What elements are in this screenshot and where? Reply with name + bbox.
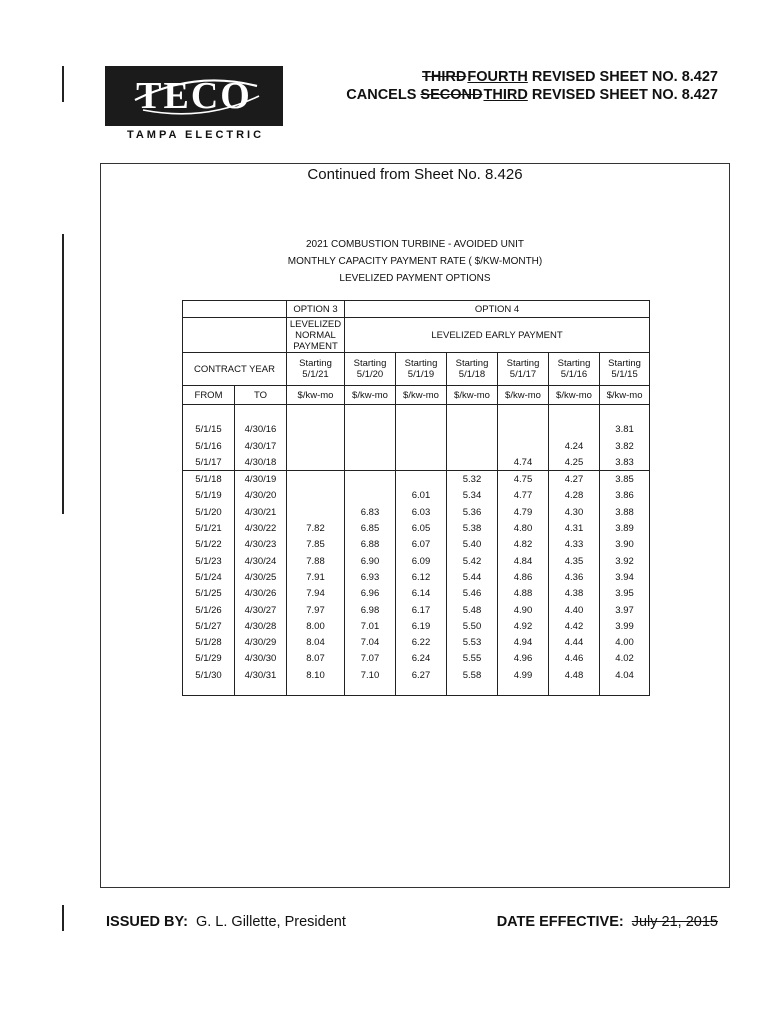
starting-row (183, 353, 650, 386)
rate-cell: 3.99 (600, 618, 650, 634)
rate-cell (447, 438, 498, 454)
from-cell: 5/1/27 (183, 618, 235, 634)
starting-header: Starting 5/1/17 (498, 353, 549, 386)
rate-cell (345, 488, 396, 504)
rate-cell (498, 422, 549, 438)
cancels-line (346, 86, 718, 104)
rate-cell: 3.85 (600, 471, 650, 488)
rate-cell: 4.86 (498, 569, 549, 585)
rate-cell: 6.01 (396, 488, 447, 504)
cancels-label: CANCELS (346, 87, 417, 103)
rate-cell: 5.40 (447, 537, 498, 553)
rate-cell (287, 504, 345, 520)
rate-cell: 6.83 (345, 504, 396, 520)
rate-cell (287, 471, 345, 488)
table-title-2: MONTHLY CAPACITY PAYMENT RATE ( $/KW-MONTH) (287, 256, 543, 267)
rate-cell: 4.25 (549, 454, 600, 471)
rate-cell: 4.82 (498, 537, 549, 553)
rate-cell: 4.90 (498, 602, 549, 618)
rate-cell: 5.36 (447, 504, 498, 520)
rate-cell: 8.00 (287, 618, 345, 634)
table-row (183, 651, 650, 667)
from-cell: 5/1/23 (183, 553, 235, 569)
table-row (183, 569, 650, 585)
option3-header: OPTION 3 (287, 301, 345, 318)
to-cell: 4/30/17 (235, 438, 287, 454)
rate-cell: 3.97 (600, 602, 650, 618)
from-cell: 5/1/26 (183, 602, 235, 618)
from-header: FROM (183, 386, 235, 405)
unit-header: $/kw-mo (396, 386, 447, 405)
table-row (183, 471, 650, 488)
table-row (183, 520, 650, 536)
rate-cell: 6.03 (396, 504, 447, 520)
starting-header: Starting 5/1/21 (287, 353, 345, 386)
sheet-header (346, 68, 718, 104)
rate-cell: 4.44 (549, 634, 600, 650)
rate-cell: 3.95 (600, 586, 650, 602)
from-cell: 5/1/28 (183, 634, 235, 650)
rate-cell: 7.07 (345, 651, 396, 667)
rate-cell (447, 422, 498, 438)
rate-cell: 4.46 (549, 651, 600, 667)
rate-cell: 4.02 (600, 651, 650, 667)
rate-cell: 6.90 (345, 553, 396, 569)
to-cell: 4/30/31 (235, 667, 287, 683)
rate-cell: 6.24 (396, 651, 447, 667)
rate-cell (345, 454, 396, 471)
rate-cell: 5.34 (447, 488, 498, 504)
issued-by-label: ISSUED BY: (106, 914, 188, 930)
rate-cell: 6.07 (396, 537, 447, 553)
rate-cell: 4.31 (549, 520, 600, 536)
rate-cell: 6.22 (396, 634, 447, 650)
table-row (183, 602, 650, 618)
rate-cell: 6.96 (345, 586, 396, 602)
to-cell: 4/30/26 (235, 586, 287, 602)
rate-cell: 4.38 (549, 586, 600, 602)
rate-cell: 3.86 (600, 488, 650, 504)
rate-cell: 5.42 (447, 553, 498, 569)
rate-cell: 4.40 (549, 602, 600, 618)
rate-cell (345, 471, 396, 488)
revision-bar-bottom (62, 905, 64, 931)
rate-cell: 4.94 (498, 634, 549, 650)
starting-header: Starting 5/1/19 (396, 353, 447, 386)
rate-cell: 3.89 (600, 520, 650, 536)
sheet-label: REVISED SHEET NO. 8.427 (531, 69, 718, 85)
rate-cell: 5.38 (447, 520, 498, 536)
revision-bar-middle (62, 234, 64, 514)
unit-row (183, 386, 650, 405)
table-row (183, 488, 650, 504)
levelized-normal-header: LEVELIZED NORMAL PAYMENT (287, 318, 345, 353)
rate-cell: 4.00 (600, 634, 650, 650)
table-row (183, 618, 650, 634)
from-cell: 5/1/19 (183, 488, 235, 504)
rate-cell: 7.88 (287, 553, 345, 569)
rate-cell (345, 422, 396, 438)
to-cell: 4/30/19 (235, 471, 287, 488)
table-row (183, 438, 650, 454)
rate-cell: 4.99 (498, 667, 549, 683)
starting-header: Starting 5/1/20 (345, 353, 396, 386)
rate-cell (396, 471, 447, 488)
struck-cancelled: SECOND (420, 87, 483, 103)
to-cell: 4/30/21 (235, 504, 287, 520)
from-cell: 5/1/16 (183, 438, 235, 454)
rate-cell (498, 438, 549, 454)
date-effective-label: DATE EFFECTIVE: (496, 914, 624, 930)
rate-cell: 4.27 (549, 471, 600, 488)
date-effective-value: July 21, 2015 (631, 914, 718, 930)
continued-note: Continued from Sheet No. 8.426 (307, 166, 523, 183)
rate-cell (396, 438, 447, 454)
rate-cell (396, 422, 447, 438)
rate-cell (287, 422, 345, 438)
rate-cell: 4.74 (498, 454, 549, 471)
rate-cell: 4.77 (498, 488, 549, 504)
new-cancelled: THIRD (483, 87, 528, 103)
rate-cell: 4.36 (549, 569, 600, 585)
starting-header: Starting 5/1/15 (600, 353, 650, 386)
rate-cell (447, 454, 498, 471)
payment-type-row (183, 318, 650, 353)
rate-cell: 4.33 (549, 537, 600, 553)
to-cell: 4/30/16 (235, 422, 287, 438)
rate-cell: 8.07 (287, 651, 345, 667)
rate-cell: 4.75 (498, 471, 549, 488)
from-cell: 5/1/21 (183, 520, 235, 536)
rate-cell (549, 422, 600, 438)
unit-header: $/kw-mo (345, 386, 396, 405)
rate-cell: 4.96 (498, 651, 549, 667)
from-cell: 5/1/24 (183, 569, 235, 585)
revision-bar-top (62, 66, 64, 102)
starting-header: Starting 5/1/16 (549, 353, 600, 386)
rate-cell: 6.27 (396, 667, 447, 683)
spacer-row (183, 683, 650, 696)
rate-cell: 7.94 (287, 586, 345, 602)
rate-cell: 6.93 (345, 569, 396, 585)
unit-header: $/kw-mo (287, 386, 345, 405)
unit-header: $/kw-mo (549, 386, 600, 405)
levelized-early-header: LEVELIZED EARLY PAYMENT (345, 318, 650, 353)
table-title-1: 2021 COMBUSTION TURBINE - AVOIDED UNIT (305, 239, 524, 250)
rate-cell: 7.10 (345, 667, 396, 683)
to-cell: 4/30/23 (235, 537, 287, 553)
rate-cell: 5.50 (447, 618, 498, 634)
rate-cell: 3.94 (600, 569, 650, 585)
from-cell: 5/1/15 (183, 422, 235, 438)
from-cell: 5/1/25 (183, 586, 235, 602)
rate-cell: 6.85 (345, 520, 396, 536)
rate-cell (287, 454, 345, 471)
rate-cell (287, 438, 345, 454)
rate-cell: 4.79 (498, 504, 549, 520)
unit-header: $/kw-mo (600, 386, 650, 405)
to-header: TO (235, 386, 287, 405)
table-row (183, 422, 650, 438)
teco-logo (105, 66, 283, 126)
rate-cell: 5.48 (447, 602, 498, 618)
sheet-number-line (346, 68, 718, 86)
rate-cell: 3.81 (600, 422, 650, 438)
rate-cell (287, 488, 345, 504)
rate-cell: 3.92 (600, 553, 650, 569)
from-cell: 5/1/17 (183, 454, 235, 471)
table-title-3: LEVELIZED PAYMENT OPTIONS (339, 273, 491, 284)
rate-cell: 5.46 (447, 586, 498, 602)
table-row (183, 667, 650, 683)
rate-cell: 4.35 (549, 553, 600, 569)
unit-header: $/kw-mo (447, 386, 498, 405)
to-cell: 4/30/28 (235, 618, 287, 634)
rate-cell: 7.85 (287, 537, 345, 553)
rate-cell: 3.82 (600, 438, 650, 454)
struck-revision: THIRD (422, 69, 467, 85)
rate-cell: 6.12 (396, 569, 447, 585)
table-row (183, 634, 650, 650)
rate-cell: 6.88 (345, 537, 396, 553)
table-row (183, 454, 650, 471)
rate-cell: 6.98 (345, 602, 396, 618)
rate-cell: 5.53 (447, 634, 498, 650)
to-cell: 4/30/27 (235, 602, 287, 618)
rate-cell: 4.30 (549, 504, 600, 520)
table-row (183, 586, 650, 602)
rate-cell: 4.28 (549, 488, 600, 504)
rate-cell: 7.04 (345, 634, 396, 650)
to-cell: 4/30/24 (235, 553, 287, 569)
rate-cell: 7.01 (345, 618, 396, 634)
rate-cell: 3.90 (600, 537, 650, 553)
rate-cell: 5.44 (447, 569, 498, 585)
rate-cell: 8.10 (287, 667, 345, 683)
rate-cell: 4.84 (498, 553, 549, 569)
rate-cell: 6.14 (396, 586, 447, 602)
rate-cell: 4.88 (498, 586, 549, 602)
contract-year-header: CONTRACT YEAR (183, 353, 287, 386)
rate-cell: 6.09 (396, 553, 447, 569)
rate-cell: 4.42 (549, 618, 600, 634)
starting-header: Starting 5/1/18 (447, 353, 498, 386)
rate-cell: 4.80 (498, 520, 549, 536)
rate-cell: 4.92 (498, 618, 549, 634)
cancels-sheet-label: REVISED SHEET NO. 8.427 (531, 87, 718, 103)
rate-cell: 6.05 (396, 520, 447, 536)
to-cell: 4/30/25 (235, 569, 287, 585)
rate-cell: 3.88 (600, 504, 650, 520)
rate-cell: 4.48 (549, 667, 600, 683)
table-row (183, 537, 650, 553)
rate-cell: 5.58 (447, 667, 498, 683)
to-cell: 4/30/22 (235, 520, 287, 536)
rate-cell: 3.83 (600, 454, 650, 471)
new-revision: FOURTH (467, 69, 528, 85)
rate-cell: 7.97 (287, 602, 345, 618)
logo-text: TECO (136, 75, 252, 117)
issued-by-value: G. L. Gillette, President (195, 914, 346, 930)
rate-cell: 6.17 (396, 602, 447, 618)
rate-cell: 4.24 (549, 438, 600, 454)
to-cell: 4/30/29 (235, 634, 287, 650)
from-cell: 5/1/30 (183, 667, 235, 683)
to-cell: 4/30/30 (235, 651, 287, 667)
table-row (183, 504, 650, 520)
rate-cell: 6.19 (396, 618, 447, 634)
from-cell: 5/1/22 (183, 537, 235, 553)
rate-cell (396, 454, 447, 471)
option-row (183, 301, 650, 318)
to-cell: 4/30/20 (235, 488, 287, 504)
rate-cell: 8.04 (287, 634, 345, 650)
rate-cell: 5.55 (447, 651, 498, 667)
to-cell: 4/30/18 (235, 454, 287, 471)
unit-header: $/kw-mo (498, 386, 549, 405)
table-row (183, 553, 650, 569)
issued-by (106, 914, 346, 930)
from-cell: 5/1/29 (183, 651, 235, 667)
logo-caption: TAMPA ELECTRIC (126, 129, 265, 141)
rate-cell: 7.82 (287, 520, 345, 536)
blank-cell (183, 301, 287, 318)
from-cell: 5/1/20 (183, 504, 235, 520)
rates-table (182, 300, 650, 696)
option4-header: OPTION 4 (345, 301, 650, 318)
rate-cell: 4.04 (600, 667, 650, 683)
rate-cell: 7.91 (287, 569, 345, 585)
date-effective (497, 914, 718, 930)
spacer-row (183, 405, 650, 422)
from-cell: 5/1/18 (183, 471, 235, 488)
blank-cell (183, 318, 287, 353)
rate-cell (345, 438, 396, 454)
rate-cell: 5.32 (447, 471, 498, 488)
